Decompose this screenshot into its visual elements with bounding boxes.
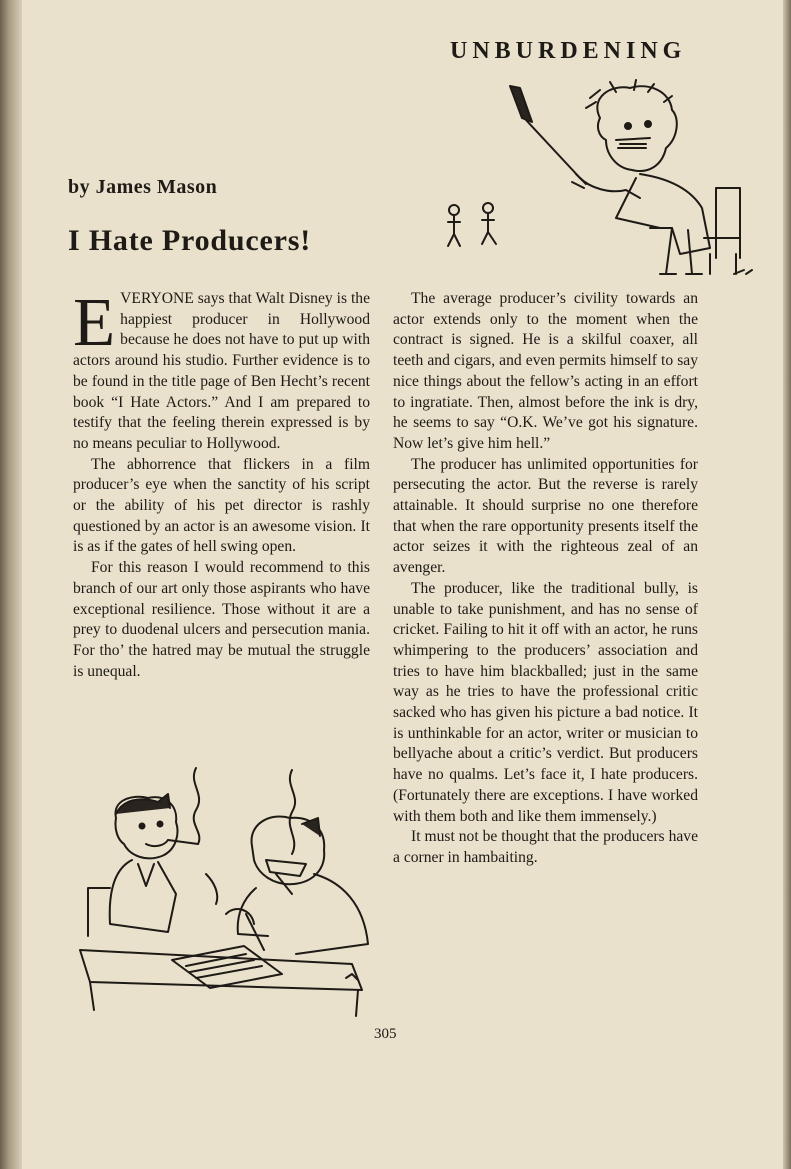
paragraph: The average producer’s civility towards an actor extends only to the moment when the contract is signed. He is a skilful coaxer, all teeth and cigars, and even permits himself to say nice things about the fellow’s acting in an effort to ingratiate. Then, almost before the ink is dry, he seems to say “O.K. We’ve got his signature. Now let’s give him hell.” <box>393 290 698 452</box>
running-head: UNBURDENING <box>450 38 687 64</box>
book-gutter <box>0 0 22 1169</box>
page-number: 305 <box>374 1026 397 1042</box>
drop-cap: E <box>73 284 116 360</box>
illustration-contract-signing <box>76 764 374 1024</box>
right-column <box>393 289 698 869</box>
article-title: I Hate Producers! <box>68 224 311 257</box>
byline: by James Mason <box>68 176 218 198</box>
paragraph: The abhorrence that flickers in a film producer’s eye when the sanctity of his script or the ability of his pet director is rashly questioned by an actor is an awesome vision. It is as if the gates of hell swing open. <box>73 455 370 556</box>
paragraph: For this reason I would recommend to this branch of our art only those aspirants who have exceptional resilience. Those without it are a prey to duodenal ulcers and persecution mania. For tho’ the hatred may be mutual the struggle is unequal. <box>73 559 370 680</box>
left-column <box>73 284 370 682</box>
page-edge <box>783 0 791 1169</box>
paragraph: EVERYONE says that Walt Disney is the happiest producer in Hollywood because he does not have to put up with actors around his studio. Further evidence is to be found in the title page of Ben Hecht’s recent book “I Hate Actors.” And I am prepared to testify that the feeling therein expressed is by no means peculiar to Hollywood. <box>73 284 370 452</box>
paragraph: The producer has unlimited opportunities for persecuting the actor. But the reverse is rarely attainable. It should surprise no one therefore that when the rare opportunity presents itself the actor seizes it with the righteous zeal of an avenger. <box>393 455 698 577</box>
paragraph: The producer, like the traditional bully, is unable to take punishment, and has no sense of cricket. Failing to hit it off with an actor, he runs whimpering to the producers’ association and tries to have him blackballed; just in the same way as he tries to have the professional critic sacked who has given his picture a bad notice. It is unthinkable for an actor, writer or musician to bellyache about a critic’s verdict. But producers have no qualms. Let’s face it, I hate producers. (Fortunately there are exceptions. I have worked with them both and like them immensely.) <box>393 579 698 825</box>
illustration-flyswatter <box>440 78 760 278</box>
paragraph: It must not be thought that the producers have a corner in hambaiting. <box>393 828 698 866</box>
